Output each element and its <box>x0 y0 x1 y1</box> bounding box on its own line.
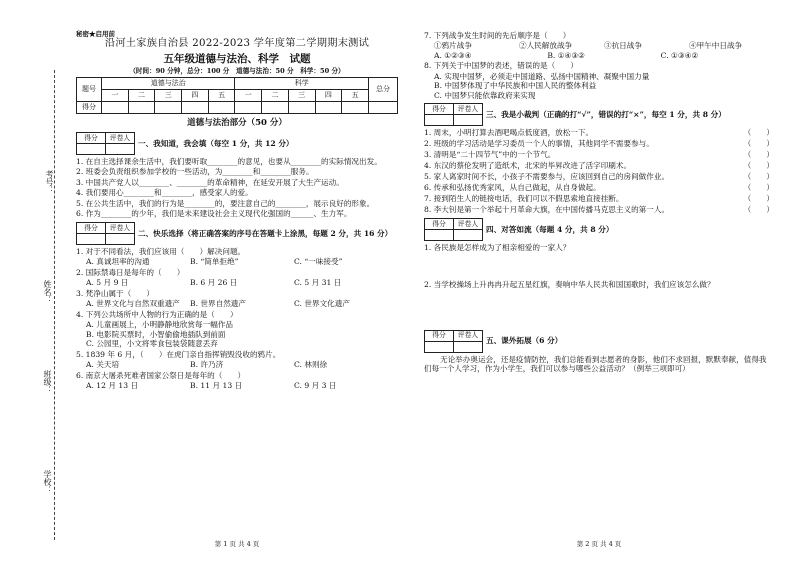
q7-item: ③抗日战争 <box>604 41 642 51</box>
q7-items <box>424 41 774 50</box>
score-cell <box>369 102 398 114</box>
q7-item: ②人民解放战争 <box>519 41 573 51</box>
score-col: 五 <box>208 90 235 102</box>
section-2-title: 二、快乐选择（将正确答案的序号在答题卡上涂黑，每题 2 分，共 16 分） <box>138 228 393 238</box>
grader-box-cell <box>106 143 135 154</box>
grader-box-pingjuan: 评卷人 <box>106 222 135 233</box>
page-2-footer: 第 2 页 共 4 页 <box>576 540 622 548</box>
score-col: 三 <box>155 90 182 102</box>
grader-box-pingjuan: 评卷人 <box>454 218 483 229</box>
grader-box-pingjuan: 评卷人 <box>454 104 483 115</box>
option[interactable]: B. ①④③② <box>547 50 585 60</box>
score-cell <box>102 102 129 114</box>
section-5-title: 五、课外拓展（6 分） <box>486 336 563 346</box>
grader-box-cell <box>77 143 106 154</box>
grader-box-cell <box>77 233 106 244</box>
option[interactable]: A. 真诚坦率的沟通 <box>86 257 150 267</box>
option[interactable]: C. 9 月 3 日 <box>294 381 337 391</box>
grader-box-defen: 得分 <box>77 132 106 143</box>
score-cell <box>342 102 369 114</box>
s2-options <box>76 278 398 287</box>
judge-text: 1. 周末，小明打算去酒吧喝点低度酒，放松一下。 <box>424 128 594 138</box>
judge-item <box>424 172 774 181</box>
score-table-defen: 得分 <box>77 102 102 114</box>
score-cell <box>208 102 235 114</box>
option[interactable]: B. 许乃济 <box>190 360 224 370</box>
score-cell <box>235 102 262 114</box>
class-label: 班级： <box>43 370 52 394</box>
s2-options <box>76 257 398 266</box>
score-table <box>76 77 398 114</box>
score-cell <box>155 102 182 114</box>
time-note: （时间：90 分钟，总分：100 分 道德与法治：50 分 科学：50 分） <box>129 67 345 75</box>
option[interactable]: B. 电影院买票时，小智偷偷地插队到前面 <box>86 329 226 339</box>
s2-options <box>76 360 398 369</box>
judge-item <box>424 194 774 203</box>
section-2-header <box>76 222 398 245</box>
judge-paren[interactable]: （ ） <box>743 205 774 215</box>
score-col: 四 <box>315 90 342 102</box>
grader-box-cell <box>106 233 135 244</box>
binding-dashed-line <box>54 70 55 540</box>
judge-text: 4. 东汉的蔡伦发明了造纸术，北宋的毕昇改进了活字印刷术。 <box>424 161 632 171</box>
grader-box <box>424 103 483 126</box>
judge-paren[interactable]: （ ） <box>743 139 774 149</box>
section-3-title: 三、我是小裁判（正确的打“√”，错误的打“×”，每空 1 分，共 8 分） <box>486 110 726 120</box>
judge-paren[interactable]: （ ） <box>743 128 774 138</box>
q8-question: 8. 下列关于中国梦的表述，错误的是（ ） <box>424 61 578 71</box>
grader-box-defen: 得分 <box>425 104 454 115</box>
page-1 <box>76 30 398 391</box>
s2-question: 3. 梵净山属于（ ） <box>76 288 155 298</box>
score-col: 四 <box>182 90 209 102</box>
judge-paren[interactable]: （ ） <box>743 194 774 204</box>
score-col: 五 <box>342 90 369 102</box>
q7-item: ④甲午中日战争 <box>689 41 743 51</box>
grader-box <box>76 132 135 155</box>
judge-text: 8. 李大钊是第一个举起十月革命大旗，在中国传播马克思主义的第一人。 <box>424 205 670 215</box>
judge-text: 3. 清明是“二十四节气”中的一个节气。 <box>424 150 556 160</box>
page-2 <box>424 30 774 375</box>
option[interactable]: B. 中国梦体现了中华民族和中国人民的整体利益 <box>434 81 597 91</box>
option[interactable]: A. 实现中国梦，必须走中国道路、弘扬中国精神、凝聚中国力量 <box>434 71 650 81</box>
judge-item <box>424 150 774 159</box>
option[interactable]: C. 5 月 31 日 <box>294 278 342 288</box>
option[interactable]: A. 儿童画展上，小明静静地欣赏每一幅作品 <box>86 320 233 330</box>
exam-title: 沿河土家族自治县 2022-2023 学年度第二学期期末测试 <box>104 38 370 50</box>
judge-item <box>424 183 774 192</box>
score-cell <box>128 102 155 114</box>
judge-item <box>424 139 774 148</box>
score-col: 二 <box>128 90 155 102</box>
score-cell <box>288 102 315 114</box>
option[interactable]: A. 关天培 <box>86 360 120 370</box>
s1-item: 3. 中国共产党人以________、________的革命精神，在延安开展了大生产运动。 <box>76 177 344 187</box>
section-3-header <box>424 103 774 126</box>
grader-box-cell <box>425 341 454 352</box>
s2-question: 5. 1839 年 6 月，（ ）在虎门亲自指挥销毁没收的鸦片。 <box>76 349 281 359</box>
s1-item: 4. 我们要用心________和________，感受家人的爱。 <box>76 188 253 198</box>
score-cell <box>262 102 289 114</box>
judge-text: 5. 家人离家时间不长，小孩子不需要参与，应该回到自己的房间做作业。 <box>424 172 670 182</box>
judge-item <box>424 128 774 137</box>
grader-box-cell <box>454 229 483 240</box>
option[interactable]: A. 5 月 9 日 <box>86 278 129 288</box>
s2-options <box>76 381 398 390</box>
score-col: 二 <box>262 90 289 102</box>
grader-box-cell <box>425 229 454 240</box>
section-4-header <box>424 218 774 241</box>
section-5-header <box>424 330 774 353</box>
score-table-daode: 道德与法治 <box>102 78 235 90</box>
s2-question: 6. 南京大屠杀死难者国家公祭日是每年的（ ） <box>76 370 246 380</box>
judge-item <box>424 161 774 170</box>
option[interactable]: B. 11 月 13 日 <box>190 381 243 391</box>
judge-paren[interactable]: （ ） <box>743 150 774 160</box>
s2-question: 2. 国际禁毒日是每年的（ ） <box>76 267 185 277</box>
score-col: 三 <box>288 90 315 102</box>
s5-text: 无论举办奥运会，还是疫情防控，我们总能看到志愿者的身影，他们不求回报，默默奉献，值得我们每一个人学习，作为小学生，我们可以参与哪些公益活动？（例举三项即可） <box>424 354 767 374</box>
option[interactable]: C. 林则徐 <box>294 360 328 370</box>
score-cell <box>315 102 342 114</box>
school-label: 学校： <box>43 470 52 494</box>
s2-question: 4. 下列公共场所中人物的行为正确的是（ ） <box>76 309 238 319</box>
page-1-footer: 第 1 页 共 4 页 <box>214 540 260 548</box>
option[interactable]: C. “一味接受” <box>294 257 343 267</box>
s1-item: 2. 班委会负责组织参加学校的一些活动，为________和________服务。 <box>76 167 314 177</box>
s2-question: 1. 对于不同看法，我们应该用（ ）解决问题。 <box>76 246 246 256</box>
name-label: 姓名： <box>43 280 52 304</box>
s4-question: 2. 当学校操场上升冉冉升起五星红旗，奏响中华人民共和国国歌时，我们应该怎么做？ <box>424 280 715 290</box>
grader-box-defen: 得分 <box>425 330 454 341</box>
option[interactable]: C. 公园里，小文将零食包装袋随意丢弃 <box>86 339 218 349</box>
grader-box <box>424 218 483 241</box>
grader-box-defen: 得分 <box>425 218 454 229</box>
judge-text: 7. 接到陌生人的链接电话，我们可以不假思索地直接挂断。 <box>424 194 624 204</box>
option[interactable]: C. 中国梦只能依靠政府来实现 <box>434 90 536 100</box>
grader-box-defen: 得分 <box>77 222 106 233</box>
score-table-tihao: 题号 <box>77 78 102 102</box>
judge-paren[interactable]: （ ） <box>743 183 774 193</box>
section-1-header <box>76 132 398 155</box>
q7-options <box>424 51 774 60</box>
option[interactable]: A. ①②③④ <box>434 50 472 60</box>
grader-box-pingjuan: 评卷人 <box>106 132 135 143</box>
secret-mark: 秘密★启用前 <box>76 30 115 38</box>
option[interactable]: B. 6 月 26 日 <box>190 278 238 288</box>
option[interactable]: B. 世界自然遗产 <box>190 299 246 309</box>
score-col: 一 <box>235 90 262 102</box>
section-1-title: 一、我知道，我会填（每空 1 分，共 12 分） <box>138 138 294 148</box>
score-col: 一 <box>102 90 129 102</box>
part-heading: 道德与法治部分（50 分） <box>187 118 287 129</box>
judge-paren[interactable]: （ ） <box>743 161 774 171</box>
section-4-title: 四、对答如流（每题 4 分，共 8 分） <box>486 224 614 234</box>
exam-subtitle: 五年级道德与法治、科学 试题 <box>163 52 311 65</box>
s1-item: 1. 在自主选择课余生活中，我们要听取________的意见，也要从________的实际情况出发。 <box>76 156 382 166</box>
grader-box-cell <box>454 341 483 352</box>
s4-question: 1. 各民族是怎样成为了相亲相爱的一家人？ <box>424 242 571 252</box>
judge-text: 6. 传承和弘扬优秀家风，从自己做起，从自身做起。 <box>424 183 601 193</box>
option[interactable]: B. “简单拒绝” <box>190 257 239 267</box>
s1-item: 5. 在公共生活中，我们的行为是________的，要注意自己的________，展示良好的形象。 <box>76 198 375 208</box>
q7-question: 7. 下列战争发生时间的先后顺序是（ ） <box>424 31 571 40</box>
exam-no-label: 考号： <box>45 170 54 194</box>
s1-item: 6. 作为________的少年，我们是未来建设社会主义现代化强国的______、生力军。 <box>76 209 352 219</box>
grader-box-cell <box>425 115 454 126</box>
answer-space[interactable] <box>424 253 774 279</box>
score-table-kexue: 科学 <box>235 78 369 90</box>
judge-paren[interactable]: （ ） <box>743 172 774 182</box>
option[interactable]: A. 12 月 13 日 <box>86 381 139 391</box>
s2-options <box>76 299 398 308</box>
grader-box <box>76 222 135 245</box>
score-table-zongfen: 总分 <box>369 78 398 102</box>
option[interactable]: C. ①③④② <box>660 50 699 60</box>
grader-box-pingjuan: 评卷人 <box>454 330 483 341</box>
grader-box-cell <box>454 115 483 126</box>
grader-box <box>424 330 483 353</box>
binding-strip <box>14 30 74 530</box>
q7-item: ①鸦片战争 <box>434 41 472 51</box>
judge-item <box>424 205 774 214</box>
option[interactable]: C. 世界文化遗产 <box>294 299 350 309</box>
score-cell <box>182 102 209 114</box>
option[interactable]: A. 世界文化与自然双重遗产 <box>86 299 180 309</box>
judge-text: 2. 班级的学习活动是学习委员一个人的事情，其他同学不需要参与。 <box>424 139 654 149</box>
answer-space[interactable] <box>424 291 774 327</box>
